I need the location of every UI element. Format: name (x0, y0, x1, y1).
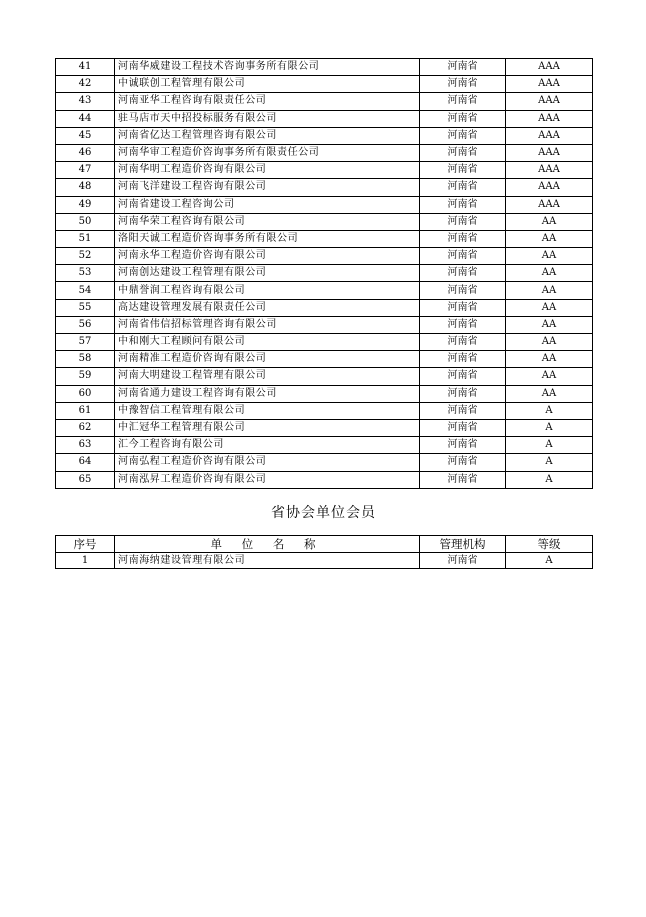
company-name: 高达建设管理发展有限责任公司 (115, 299, 420, 316)
company-name: 河南省通力建设工程咨询有限公司 (115, 385, 420, 402)
management-org: 河南省 (420, 265, 506, 282)
header-name: 单 位 名 称 (115, 536, 420, 553)
grade-level: AA (506, 334, 593, 351)
company-name: 河南飞洋建设工程咨询有限公司 (115, 179, 420, 196)
row-number: 65 (56, 471, 115, 488)
grade-level: AA (506, 299, 593, 316)
row-number: 51 (56, 230, 115, 247)
table-row (56, 265, 593, 282)
management-org: 河南省 (420, 437, 506, 454)
grade-level: AAA (506, 110, 593, 127)
management-org: 河南省 (420, 553, 506, 569)
company-name: 河南省亿达工程管理咨询有限公司 (115, 127, 420, 144)
row-number: 58 (56, 351, 115, 368)
table-header-row (56, 536, 593, 553)
company-name: 河南精准工程造价咨询有限公司 (115, 351, 420, 368)
management-org: 河南省 (420, 316, 506, 333)
management-org: 河南省 (420, 334, 506, 351)
member-table-body (56, 59, 593, 489)
table-row (56, 402, 593, 419)
company-name: 洛阳天诚工程造价咨询事务所有限公司 (115, 230, 420, 247)
row-number: 59 (56, 368, 115, 385)
table-row (56, 385, 593, 402)
table-row (56, 553, 593, 569)
management-org: 河南省 (420, 402, 506, 419)
company-name: 河南永华工程造价咨询有限公司 (115, 248, 420, 265)
management-org: 河南省 (420, 419, 506, 436)
management-org: 河南省 (420, 282, 506, 299)
grade-level: A (506, 553, 593, 569)
row-number: 56 (56, 316, 115, 333)
row-number: 46 (56, 144, 115, 161)
association-member-table (55, 535, 593, 569)
grade-level: AA (506, 265, 593, 282)
member-table-continued (55, 58, 593, 489)
row-number: 53 (56, 265, 115, 282)
grade-level: AAA (506, 76, 593, 93)
management-org: 河南省 (420, 351, 506, 368)
grade-level: AAA (506, 144, 593, 161)
management-org: 河南省 (420, 213, 506, 230)
row-number: 62 (56, 419, 115, 436)
company-name: 中鼎誉润工程咨询有限公司 (115, 282, 420, 299)
row-number: 52 (56, 248, 115, 265)
grade-level: AA (506, 213, 593, 230)
table-row (56, 282, 593, 299)
row-number: 61 (56, 402, 115, 419)
management-org: 河南省 (420, 230, 506, 247)
table-row (56, 127, 593, 144)
header-grade: 等级 (506, 536, 593, 553)
row-number: 50 (56, 213, 115, 230)
grade-level: AA (506, 351, 593, 368)
grade-level: A (506, 437, 593, 454)
company-name: 河南华荣工程咨询有限公司 (115, 213, 420, 230)
table-row (56, 351, 593, 368)
management-org: 河南省 (420, 59, 506, 76)
management-org: 河南省 (420, 179, 506, 196)
company-name: 中豫智信工程管理有限公司 (115, 402, 420, 419)
row-number: 63 (56, 437, 115, 454)
table-row (56, 248, 593, 265)
row-number: 49 (56, 196, 115, 213)
management-org: 河南省 (420, 368, 506, 385)
grade-level: A (506, 471, 593, 488)
company-name: 河南海纳建设管理有限公司 (115, 553, 420, 569)
table-row (56, 299, 593, 316)
company-name: 河南省伟信招标管理咨询有限公司 (115, 316, 420, 333)
grade-level: A (506, 419, 593, 436)
row-number: 60 (56, 385, 115, 402)
management-org: 河南省 (420, 454, 506, 471)
row-number: 47 (56, 162, 115, 179)
management-org: 河南省 (420, 299, 506, 316)
grade-level: AAA (506, 59, 593, 76)
table-row (56, 162, 593, 179)
table-row (56, 368, 593, 385)
table-row (56, 230, 593, 247)
grade-level: AAA (506, 179, 593, 196)
management-org: 河南省 (420, 110, 506, 127)
association-member-table-body (56, 553, 593, 569)
grade-level: AA (506, 282, 593, 299)
table-row (56, 59, 593, 76)
management-org: 河南省 (420, 196, 506, 213)
grade-level: AA (506, 368, 593, 385)
row-number: 43 (56, 93, 115, 110)
table-row (56, 454, 593, 471)
company-name: 河南华审工程造价咨询事务所有限责任公司 (115, 144, 420, 161)
row-number: 54 (56, 282, 115, 299)
company-name: 汇今工程咨询有限公司 (115, 437, 420, 454)
table-row (56, 419, 593, 436)
management-org: 河南省 (420, 127, 506, 144)
row-number: 64 (56, 454, 115, 471)
grade-level: AA (506, 248, 593, 265)
table-row (56, 471, 593, 488)
company-name: 河南亚华工程咨询有限责任公司 (115, 93, 420, 110)
section-title: 省协会单位会员 (271, 505, 376, 521)
table-row (56, 144, 593, 161)
company-name: 河南泓昇工程造价咨询有限公司 (115, 471, 420, 488)
company-name: 中和刚大工程顾问有限公司 (115, 334, 420, 351)
management-org: 河南省 (420, 76, 506, 93)
header-org: 管理机构 (420, 536, 506, 553)
table-row (56, 437, 593, 454)
grade-level: AAA (506, 162, 593, 179)
row-number: 44 (56, 110, 115, 127)
table-row (56, 196, 593, 213)
management-org: 河南省 (420, 385, 506, 402)
grade-level: A (506, 402, 593, 419)
row-number: 55 (56, 299, 115, 316)
row-number: 42 (56, 76, 115, 93)
company-name: 河南华明工程造价咨询有限公司 (115, 162, 420, 179)
company-name: 中汇冠华工程管理有限公司 (115, 419, 420, 436)
row-number: 57 (56, 334, 115, 351)
row-number: 48 (56, 179, 115, 196)
row-number: 41 (56, 59, 115, 76)
row-number: 1 (56, 553, 115, 569)
header-no: 序号 (56, 536, 115, 553)
grade-level: A (506, 454, 593, 471)
company-name: 河南大明建设工程管理有限公司 (115, 368, 420, 385)
table-row (56, 213, 593, 230)
grade-level: AA (506, 316, 593, 333)
company-name: 河南弘程工程造价咨询有限公司 (115, 454, 420, 471)
company-name: 河南创达建设工程管理有限公司 (115, 265, 420, 282)
company-name: 河南华威建设工程技术咨询事务所有限公司 (115, 59, 420, 76)
row-number: 45 (56, 127, 115, 144)
table-row (56, 334, 593, 351)
management-org: 河南省 (420, 144, 506, 161)
management-org: 河南省 (420, 248, 506, 265)
table-row (56, 179, 593, 196)
table-row (56, 76, 593, 93)
grade-level: AAA (506, 127, 593, 144)
management-org: 河南省 (420, 93, 506, 110)
grade-level: AAA (506, 93, 593, 110)
management-org: 河南省 (420, 162, 506, 179)
table-row (56, 110, 593, 127)
table-row (56, 316, 593, 333)
grade-level: AAA (506, 196, 593, 213)
company-name: 驻马店市天中招投标服务有限公司 (115, 110, 420, 127)
grade-level: AA (506, 230, 593, 247)
company-name: 河南省建设工程咨询公司 (115, 196, 420, 213)
management-org: 河南省 (420, 471, 506, 488)
company-name: 中诚联创工程管理有限公司 (115, 76, 420, 93)
table-row (56, 93, 593, 110)
grade-level: AA (506, 385, 593, 402)
